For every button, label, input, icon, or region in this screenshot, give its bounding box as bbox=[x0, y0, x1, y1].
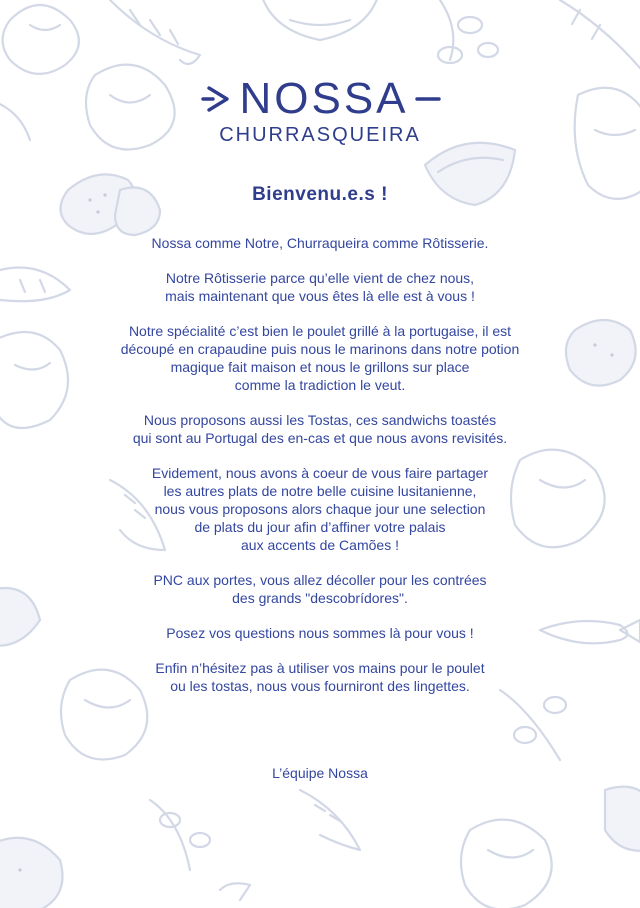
paragraph-line: Notre spécialité c’est bien le poulet grillé à la portugaise, il est bbox=[128, 323, 512, 339]
paragraph-line: aux accents de Camões ! bbox=[241, 537, 399, 553]
chicken-doodle-icon bbox=[3, 5, 79, 74]
paragraph-line: découpé en crapaudine puis nous le marinons dans notre potion bbox=[120, 341, 520, 357]
chicken-doodle-icon bbox=[461, 820, 552, 908]
fish-doodle-icon bbox=[560, 0, 640, 80]
letter-title: Bienvenu.e.s ! bbox=[252, 184, 388, 205]
letter-paragraph bbox=[0, 571, 640, 607]
paragraph-line: PNC aux portes, vous allez décoller pour les contrées bbox=[153, 572, 487, 588]
letter-paragraph bbox=[0, 659, 640, 695]
bread-doodle-icon bbox=[0, 838, 63, 908]
paragraph-line: magique fait maison et nous le grillons sur place bbox=[170, 359, 470, 375]
paragraph-line: nous vous proposons alors chaque jour une selection bbox=[154, 501, 486, 517]
fish-doodle-icon bbox=[110, 0, 200, 64]
logo-brand-name: NOSSA bbox=[239, 74, 409, 123]
paragraph-line: ou les tostas, nous vous fourniront des lingettes. bbox=[170, 678, 470, 694]
letter-body bbox=[0, 234, 640, 695]
paragraph-line: Nous proposons aussi les Tostas, ces sandwichs toastés bbox=[143, 412, 497, 428]
paragraph-line: comme la tradiction le veut. bbox=[234, 377, 406, 393]
paragraph-line: Notre Rôtisserie parce qu’elle vient de chez nous, bbox=[165, 270, 475, 286]
olive-branch-doodle-icon bbox=[150, 800, 210, 870]
brand-logo bbox=[0, 76, 640, 147]
letter-paragraph bbox=[0, 624, 640, 642]
olive-branch-doodle-icon bbox=[438, 0, 498, 63]
letter-paragraph bbox=[0, 234, 640, 252]
logo-dash bbox=[415, 82, 441, 116]
paragraph-line: mais maintenant que vous êtes là elle est à vous ! bbox=[165, 288, 475, 304]
letter-paragraph bbox=[0, 322, 640, 394]
fish-doodle-icon bbox=[220, 790, 360, 900]
chicken-doodle-icon bbox=[260, 0, 380, 40]
paragraph-line: Posez vos questions nous sommes là pour vous ! bbox=[166, 625, 474, 641]
paragraph-line: les autres plats de notre belle cuisine lusitanienne, bbox=[163, 483, 477, 499]
letter-paragraph bbox=[0, 411, 640, 447]
paragraph-line: Nossa comme Notre, Churraqueira comme Rôtisserie. bbox=[151, 235, 489, 251]
pastry-doodle-icon bbox=[605, 787, 640, 851]
paragraph-line: de plats du jour afin d’affiner votre palais bbox=[194, 519, 446, 535]
letter-paragraph bbox=[0, 464, 640, 554]
logo-subtitle: CHURRASQUEIRA bbox=[219, 124, 421, 146]
letter-paragraph bbox=[0, 269, 640, 305]
paragraph-line: Evidement, nous avons à coeur de vous faire partager bbox=[151, 465, 489, 481]
paragraph-line: des grands "descobrídores". bbox=[232, 590, 408, 606]
letter-signature: L’équipe Nossa bbox=[272, 765, 368, 781]
paragraph-line: Enfin n’hésitez pas à utiliser vos mains pour le poulet bbox=[155, 660, 485, 676]
play-triangle-icon bbox=[199, 82, 233, 116]
logo-wordmark bbox=[199, 76, 440, 122]
paragraph-line: qui sont au Portugal des en-cas et que nous avons revisités. bbox=[132, 430, 508, 446]
welcome-letter bbox=[0, 184, 640, 712]
